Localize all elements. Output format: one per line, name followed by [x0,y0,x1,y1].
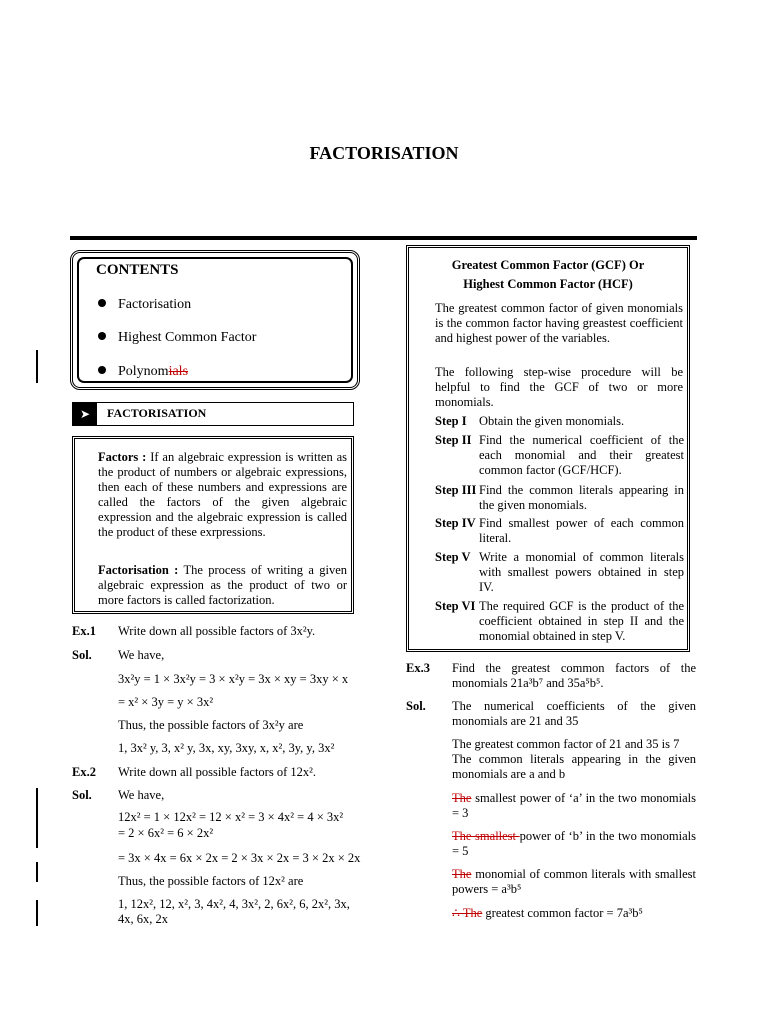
factors-definition: Factors : If an algebraic expression is written as the product of numbers or algebraic expressions, then each of these numbers and expressions are called the factors of the given algebraic expression and the algebraic expression is called the product of these exrpressions. [98,450,348,539]
solution-line: 1, 3x² y, 3, x² y, 3x, xy, 3xy, x, x², 3y, y, 3x² [118,741,335,755]
solution-label: Sol. [406,699,426,713]
solution-line: Thus, the possible factors of 12x² are [118,874,304,888]
solution-line: Thus, the possible factors of 3x²y are [118,718,304,732]
solution-label: Sol. [72,788,92,802]
example-question: Write down all possible factors of 3x²y. [118,624,316,638]
solution-line: The smallest power of ‘a’ in the two monomials = 3 [452,791,696,820]
example-question: Write down all possible factors of 12x². [118,765,316,779]
solution-line: We have, [118,788,165,802]
horizontal-rule [70,236,697,240]
example-question: Find the greatest common factors of the monomials 21a³b⁷ and 35a⁵b⁵. [452,661,696,690]
contents-item: Factorisation [98,297,191,312]
bullet-icon [98,332,106,340]
contents-item: Highest Common Factor [98,330,256,345]
bullet-icon [98,299,106,307]
solution-line: = 3x × 4x = 6x × 2x = 2 × 3x × 2x = 3 × 2x × 2x [118,851,361,865]
solution-line: The smallest power of ‘b’ in the two monomials = 5 [452,829,696,858]
solution-line: = 2 × 6x² = 6 × 2x² [118,826,214,840]
solution-line: 12x² = 1 × 12x² = 12 × x² = 3 × 4x² = 4 × 3x² [118,810,344,824]
example-label: Ex.1 [72,624,96,638]
solution-line: The numerical coefficients of the given monomials are 21 and 35 [452,699,696,728]
gcf-paragraph: The following step-wise procedure will be helpful to find the GCF of two or more monomials. [435,365,683,409]
solution-line: 3x²y = 1 × 3x²y = 3 × x²y = 3x × xy = 3xy × x [118,672,349,686]
contents-heading: CONTENTS [96,262,179,278]
margin-bar [36,900,38,926]
contents-item: Polynomials [98,364,188,379]
example-label: Ex.3 [406,661,430,675]
example-label: Ex.2 [72,765,96,779]
section-header: ➤ FACTORISATION [72,402,354,426]
arrow-icon: ➤ [73,403,97,425]
solution-line: 1, 12x², 12, x², 3, 4x², 4, 3x², 2, 6x², 6, 2x², 3x, 4x, 6x, 2x [118,897,350,926]
solution-line: ∴ The greatest common factor = 7a³b⁵ [452,906,643,920]
gcf-paragraph: The greatest common factor of given monomials is the common factor having greastest coefficient and highest power of the variables. [435,301,683,345]
solution-label: Sol. [72,648,92,662]
solution-line: The monomial of common literals with smallest powers = a³b⁵ [452,867,696,896]
page-title: FACTORISATION [309,143,459,163]
solution-line: The greatest common factor of 21 and 35 is 7 [452,737,680,751]
gcf-title: Greatest Common Factor (GCF) Or Highest Common Factor (HCF) [451,258,645,291]
solution-line: = x² × 3y = y × 3x² [118,695,214,709]
factorisation-definition: Factorisation : The process of writing a given algebraic expression as the product of two or more factors is called factorization. [98,563,348,607]
margin-bar [36,350,38,383]
solution-line: We have, [118,648,165,662]
bullet-icon [98,366,106,374]
margin-bar [36,862,38,882]
solution-line: The common literals appearing in the given monomials are a and b [452,752,696,781]
margin-bar [36,788,38,848]
